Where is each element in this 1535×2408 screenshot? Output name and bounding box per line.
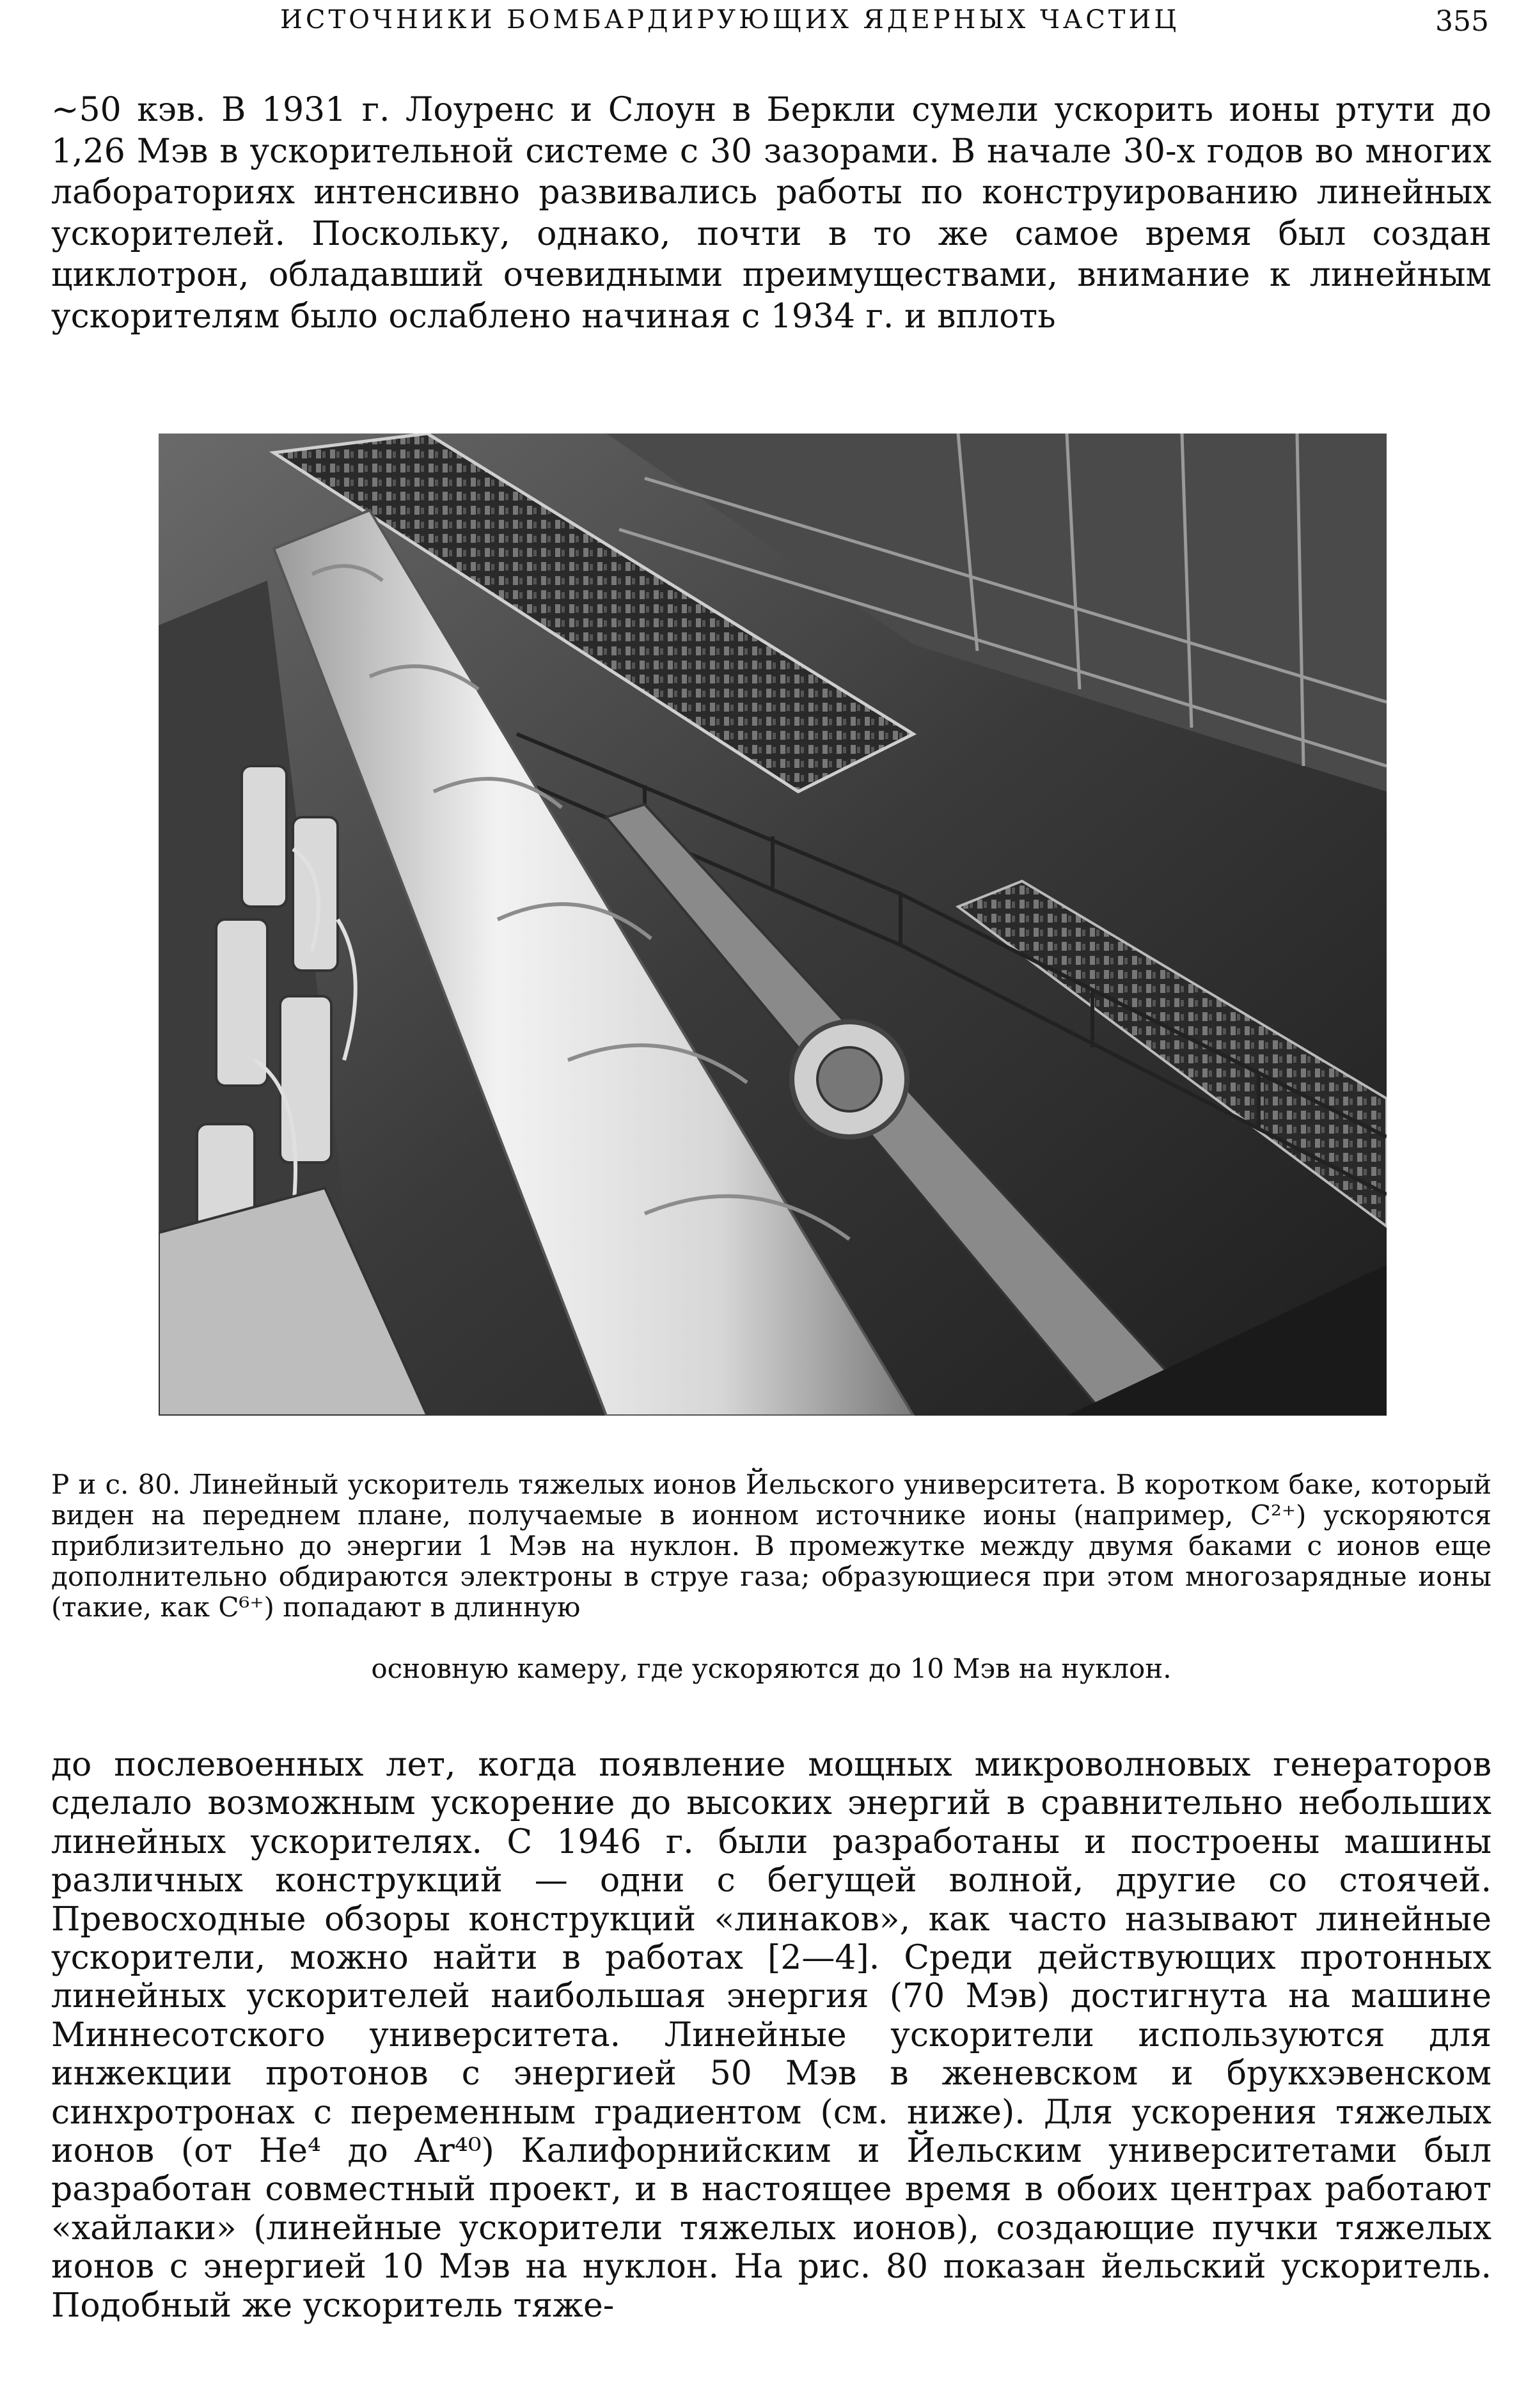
running-header bbox=[0, 5, 1535, 43]
figure-caption-last-line: основную камеру, где ускоряются до 10 Мэв на нуклон. bbox=[371, 1653, 1172, 1684]
body-paragraph-1: ~50 кэв. В 1931 г. Лоуренс и Слоун в Беркли сумели ускорить ионы ртути до 1,26 Мэв в ускорительной системе с 30 зазорами. В начале 30-х годов во многих лабораториях интенсивно развивались работы по конструированию линейных ускорителей. Поскольку, однако, почти в то же самое время был создан циклотрон, обладавший очевидными преимуществами, внимание к линейным ускорителям было ослаблено начиная с 1934 г. и вплоть bbox=[51, 91, 1492, 336]
page-number: 355 bbox=[1435, 5, 1489, 38]
figure-caption-main: Р и с. 80. Линейный ускоритель тяжелых ионов Йельского университета. В коротком баке, который виден на переднем плане, получаемые в ионном источнике ионы (например, C²⁺) ускоряются приблизительно до энергии 1 Мэв на нуклон. В промежутке между двумя баками с ионов еще дополнительно обдираются электроны в струе газа; образующиеся при этом многозарядные ионы (такие, как C⁶⁺) попадают в длинную bbox=[51, 1469, 1492, 1623]
body-paragraph-2: до послевоенных лет, когда появление мощных микроволновых генераторов сделало возможным ускорение до высоких энергий в сравнительно небольших линейных ускорителях. С 1946 г. были разработаны и построены машины различных конструкций — одни с бегущей волной, другие со стоячей. Превосходные обзоры конструкций «линаков», как часто называют линейные ускорители, можно найти в работах [2—4]. Среди действующих протонных линейных ускорителей наибольшая энергия (70 Мэв) достигнута на машине Миннесотского университета. Линейные ускорители используются для инжекции протонов с энергией 50 Мэв в женевском и брукхэвенском синхротронах с переменным градиентом (см. ниже). Для ускорения тяжелых ионов (от He⁴ до Ar⁴⁰) Калифорнийским и Йельским университетами был разработан совместный проект, и в настоящее время в обоих центрах работают «хайлаки» (линейные ускорители тяжелых ионов), создающие пучки тяжелых ионов с энергией 10 Мэв на нуклон. На рис. 80 показан йельский ускоритель. Подобный же ускоритель тяже- bbox=[51, 1746, 1492, 2325]
figure-photo-linear-accelerator bbox=[159, 434, 1387, 1416]
figure-caption bbox=[51, 1469, 1492, 1623]
accelerator-photo-illustration bbox=[159, 434, 1387, 1416]
running-title: ИСТОЧНИКИ БОМБАРДИРУЮЩИХ ЯДЕРНЫХ ЧАСТИЦ bbox=[280, 5, 1180, 35]
